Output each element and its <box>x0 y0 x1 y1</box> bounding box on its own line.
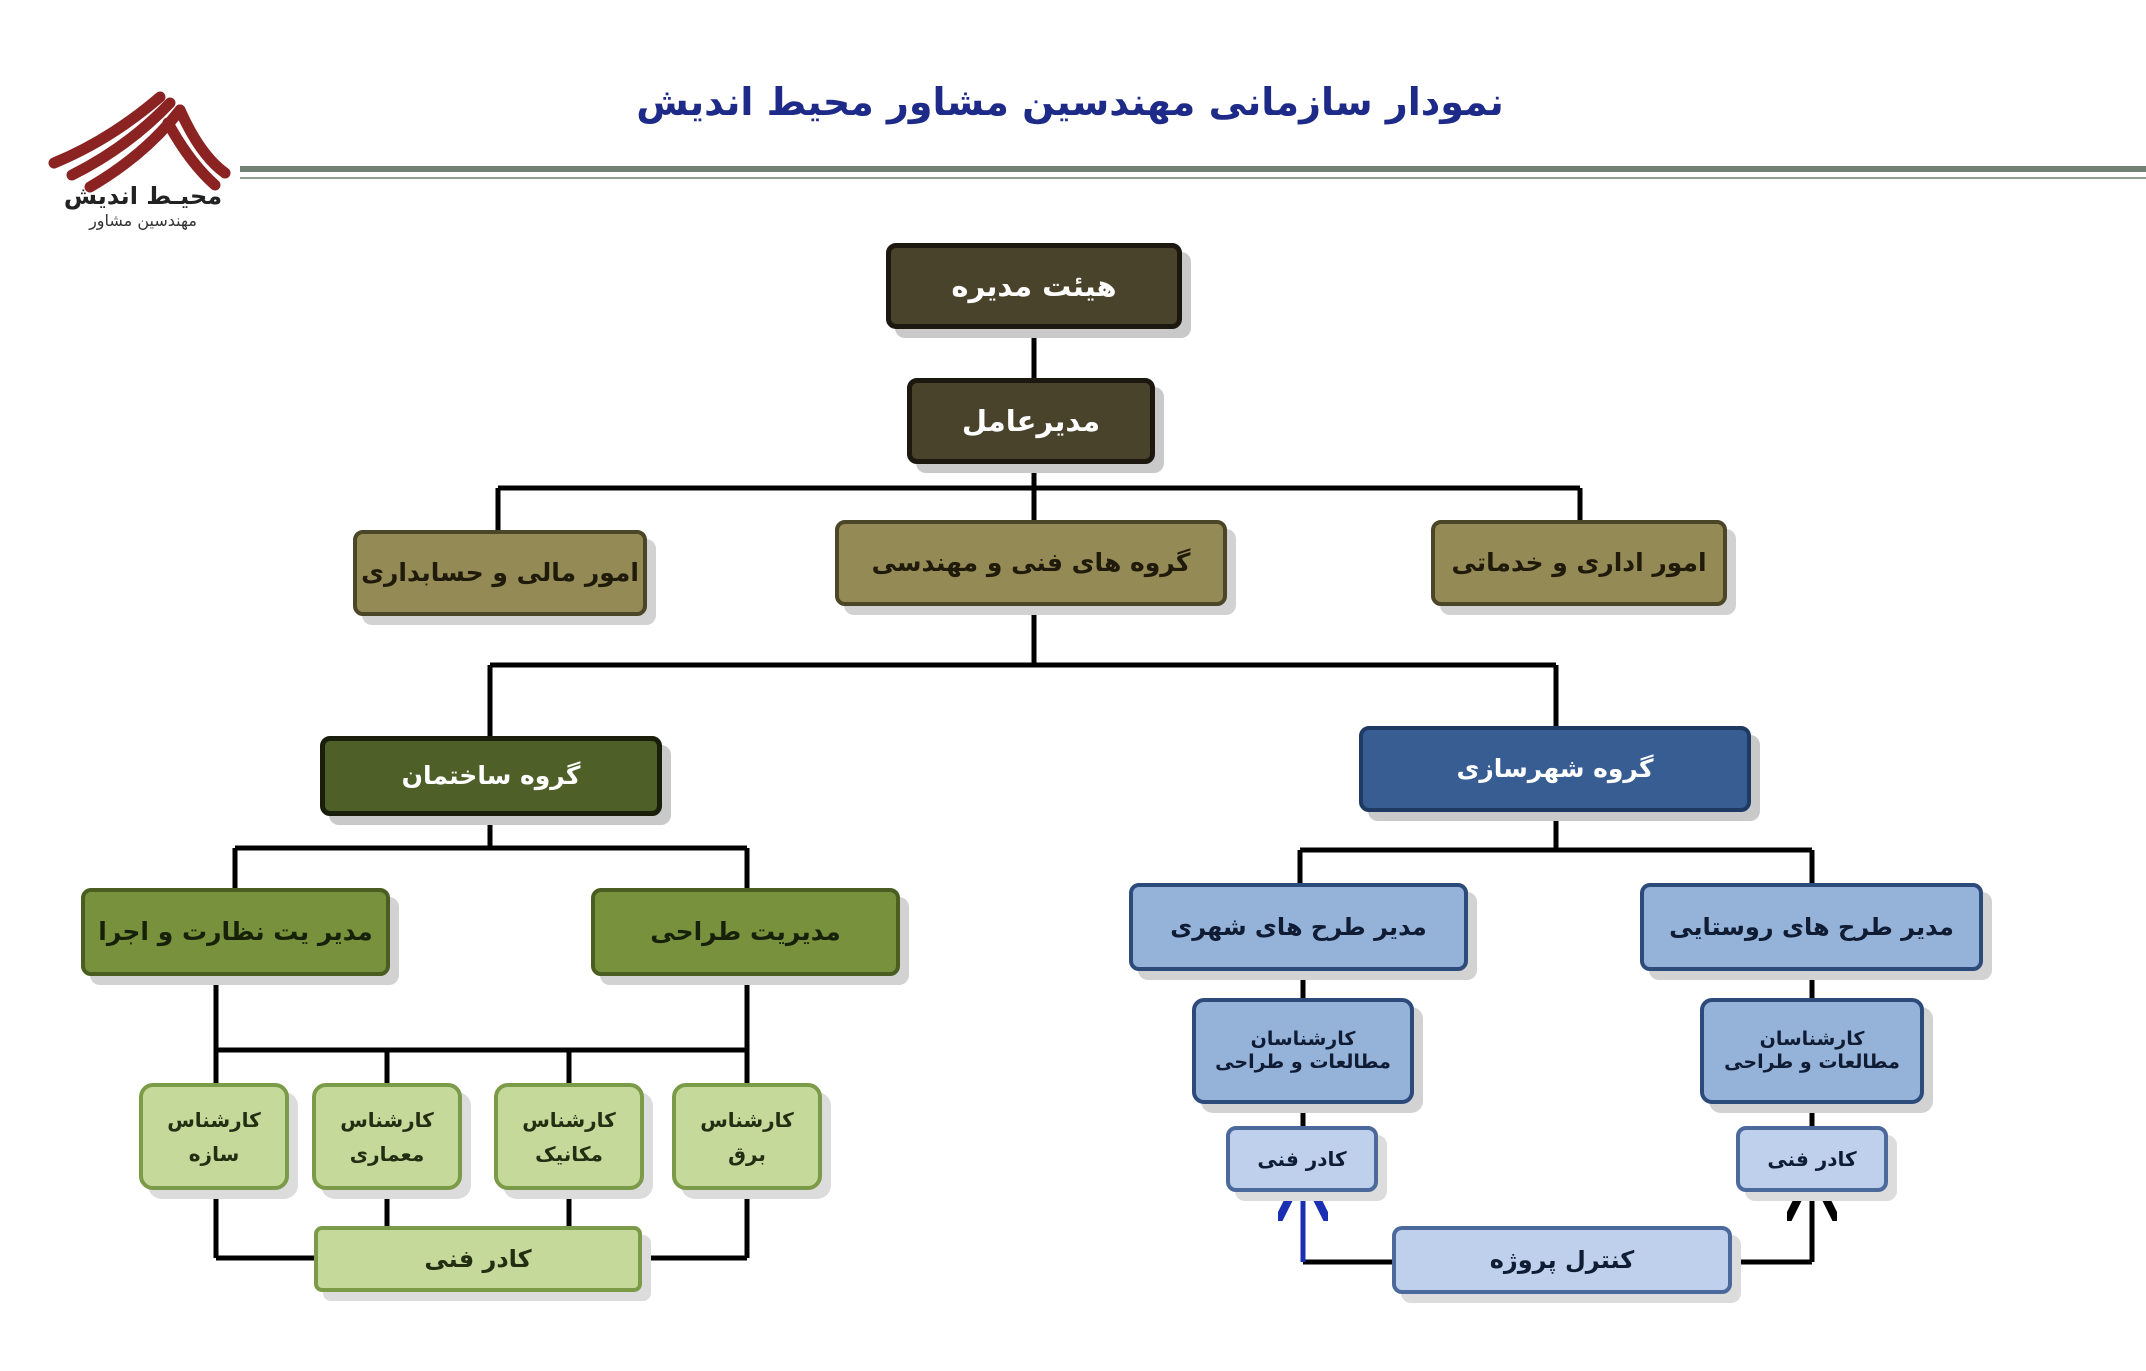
node-expert-architecture <box>312 1083 462 1190</box>
expert-architecture-line1: کارشناس <box>340 1107 434 1132</box>
expert-architecture-line2: معماری <box>349 1141 425 1166</box>
node-rural-experts <box>1700 998 1924 1104</box>
city-experts-line2: مطالعات و طراحی <box>1215 1051 1391 1073</box>
logo-subtitle: مهندسین مشاور <box>89 211 197 230</box>
node-design-manager: مدیریت طراحی <box>591 888 900 976</box>
node-supervision-manager: مدیر یت نظارت و اجرا <box>81 888 390 976</box>
node-expert-electrical <box>672 1083 822 1190</box>
node-expert-structure <box>139 1083 289 1190</box>
expert-structure-line2: سازه <box>188 1141 240 1166</box>
node-city-manager: مدیر طرح های شهری <box>1129 883 1468 971</box>
node-technical: گروه های فنی و مهندسی <box>835 520 1227 606</box>
expert-mechanical-line2: مکانیک <box>535 1141 603 1166</box>
logo-name: محیـط اندیش <box>63 182 223 210</box>
page-title: نمودار سازمانی مهندسین مشاور محیط اندیش <box>636 80 1504 124</box>
node-urban-group: گروه شهرسازی <box>1359 726 1751 812</box>
node-finance: امور مالی و حسابداری <box>353 530 647 616</box>
city-experts-line1: کارشناسان <box>1250 1028 1356 1051</box>
node-building-staff: کادر فنی <box>314 1226 642 1292</box>
node-board: هیئت مدیره <box>886 243 1182 329</box>
node-building-group: گروه ساختمان <box>320 736 662 816</box>
expert-mechanical-line1: کارشناس <box>522 1107 616 1132</box>
node-rural-manager: مدیر طرح های روستایی <box>1640 883 1983 971</box>
node-rural-staff: کادر فنی <box>1736 1126 1888 1192</box>
node-project-control: کنترل پروژه <box>1392 1226 1732 1294</box>
node-ceo: مدیرعامل <box>907 378 1155 464</box>
node-city-experts <box>1192 998 1414 1104</box>
node-admin: امور اداری و خدماتی <box>1431 520 1727 606</box>
expert-electrical-line1: کارشناس <box>700 1107 794 1132</box>
node-city-staff: کادر فنی <box>1226 1126 1378 1192</box>
rural-experts-line2: مطالعات و طراحی <box>1724 1051 1900 1073</box>
rural-experts-line1: کارشناسان <box>1759 1028 1865 1051</box>
expert-electrical-line2: برق <box>728 1141 766 1166</box>
node-expert-mechanical <box>494 1083 644 1190</box>
expert-structure-line1: کارشناس <box>167 1107 261 1132</box>
